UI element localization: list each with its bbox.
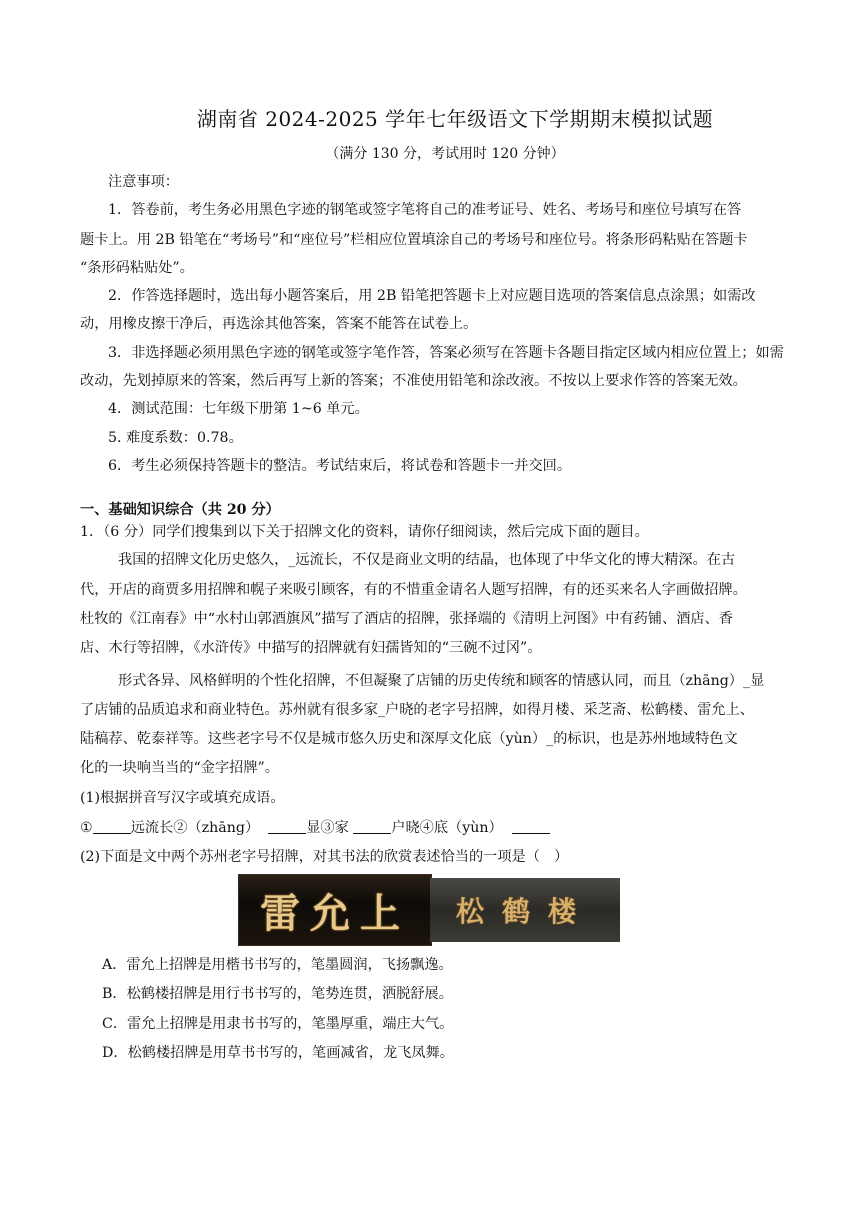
notice-line: 2．作答选择题时，选出每小题答案后，用 2B 铅笔把答题卡上对应题目选项的答案信息点涂黑；如需改 [108, 288, 756, 304]
shop-signs-image [238, 874, 622, 946]
option-c[interactable]: C．雷允上招牌是用隶书书写的，笔墨厚重，端庄大气。 [102, 1016, 454, 1032]
answer-blank[interactable] [512, 819, 550, 834]
section-heading: 一、基础知识综合（共 20 分） [80, 502, 280, 518]
fill-label: 远流长②（zhāng） [130, 820, 260, 836]
passage-line: 杜牧的《江南春》中“水村山郭酒旗风”描写了酒店的招牌，张择端的《清明上河图》中有药铺、酒店、香 [80, 611, 733, 627]
notice-heading: 注意事项： [108, 174, 179, 190]
answer-blank[interactable] [93, 819, 131, 834]
passage-line: 代，开店的商贾多用招牌和幌子来吸引顾客，有的不惜重金请名人题写招牌，有的还买来名人字画做招牌。 [80, 582, 747, 598]
passage-line: 化的一块响当当的“金字招牌”。 [80, 760, 279, 776]
fill-label: 户晓④底（yùn） [391, 820, 503, 836]
notice-line: 1．答卷前，考生务必用黑色字迹的钢笔或签字笔将自己的准考证号、姓名、考场号和座位号填写在答 [108, 202, 742, 218]
fill-label: 显③家 [306, 820, 349, 836]
fill-in-line [80, 818, 550, 838]
notice-line: 5. 难度系数：0.78。 [108, 430, 243, 446]
passage-line: 了店铺的品质追求和商业特色。苏州就有很多家_户晓的老字号招牌，如得月楼、采芝斋、松鹤楼、雷允上、 [80, 702, 754, 718]
passage-line: 店、木行等招牌，《水浒传》中描写的招牌就有妇孺皆知的“三碗不过冈”。 [80, 640, 542, 656]
songhelou-sign [430, 878, 620, 942]
option-a[interactable]: A．雷允上招牌是用楷书书写的，笔墨圆润，飞扬飘逸。 [102, 957, 453, 973]
page-title: 湖南省 2024-2025 学年七年级语文下学期期末模拟试题 [196, 107, 714, 131]
subquestion-2: (2)下面是文中两个苏州老字号招牌，对其书法的欣赏表述恰当的一项是（ ） [80, 849, 569, 865]
leiyunshang-sign [238, 874, 432, 946]
question-intro: 1．（6 分）同学们搜集到以下关于招牌文化的资料，请你仔细阅读，然后完成下面的题目。 [80, 524, 649, 540]
notice-line: 改动，先划掉原来的答案，然后再写上新的答案；不准使用铅笔和涂改液。不按以上要求作答的答案无效。 [80, 373, 747, 389]
page-subtitle: （满分 130 分，考试用时 120 分钟） [325, 146, 565, 162]
answer-blank[interactable] [268, 819, 306, 834]
passage-line: 我国的招牌文化历史悠久，_远流长，不仅是商业文明的结晶，也体现了中华文化的博大精深。在古 [118, 552, 736, 568]
notice-line: 题卡上。用 2B 铅笔在“考场号”和“座位号”栏相应位置填涂自己的考场号和座位号。将条形码粘贴在答题卡 [80, 232, 748, 248]
notice-line: 3．非选择题必须用黑色字迹的钢笔或签字笔作答，答案必须写在答题卡各题目指定区域内相应位置上；如需 [108, 345, 784, 361]
passage-line: 形式各异、风格鲜明的个性化招牌，不但凝聚了店铺的历史传统和顾客的情感认同，而且（zhāng）_显 [118, 673, 765, 689]
notice-line: 6．考生必须保持答题卡的整洁。考试结束后，将试卷和答题卡一并交回。 [108, 458, 572, 474]
option-d[interactable]: D．松鹤楼招牌是用草书书写的，笔画减省，龙飞凤舞。 [102, 1045, 454, 1061]
passage-line: 陆稿荐、乾泰祥等。这些老字号不仅是城市悠久历史和深厚文化底（yùn）_的标识，也是苏州地域特色文 [80, 731, 738, 747]
sign-text: 松鹤楼 [455, 895, 594, 928]
fill-label: ① [80, 820, 93, 836]
option-b[interactable]: B．松鹤楼招牌是用行书书写的，笔势连贯，洒脱舒展。 [102, 986, 453, 1002]
sign-text: 雷允上 [260, 889, 410, 937]
notice-line: “条形码粘贴处”。 [80, 260, 194, 276]
notice-line: 动，用橡皮擦干净后，再选涂其他答案，答案不能答在试卷上。 [80, 316, 478, 332]
notice-line: 4．测试范围：七年级下册第 1~6 单元。 [108, 401, 369, 417]
subquestion-1: (1)根据拼音写汉字或填充成语。 [80, 790, 285, 806]
answer-blank[interactable] [353, 819, 391, 834]
